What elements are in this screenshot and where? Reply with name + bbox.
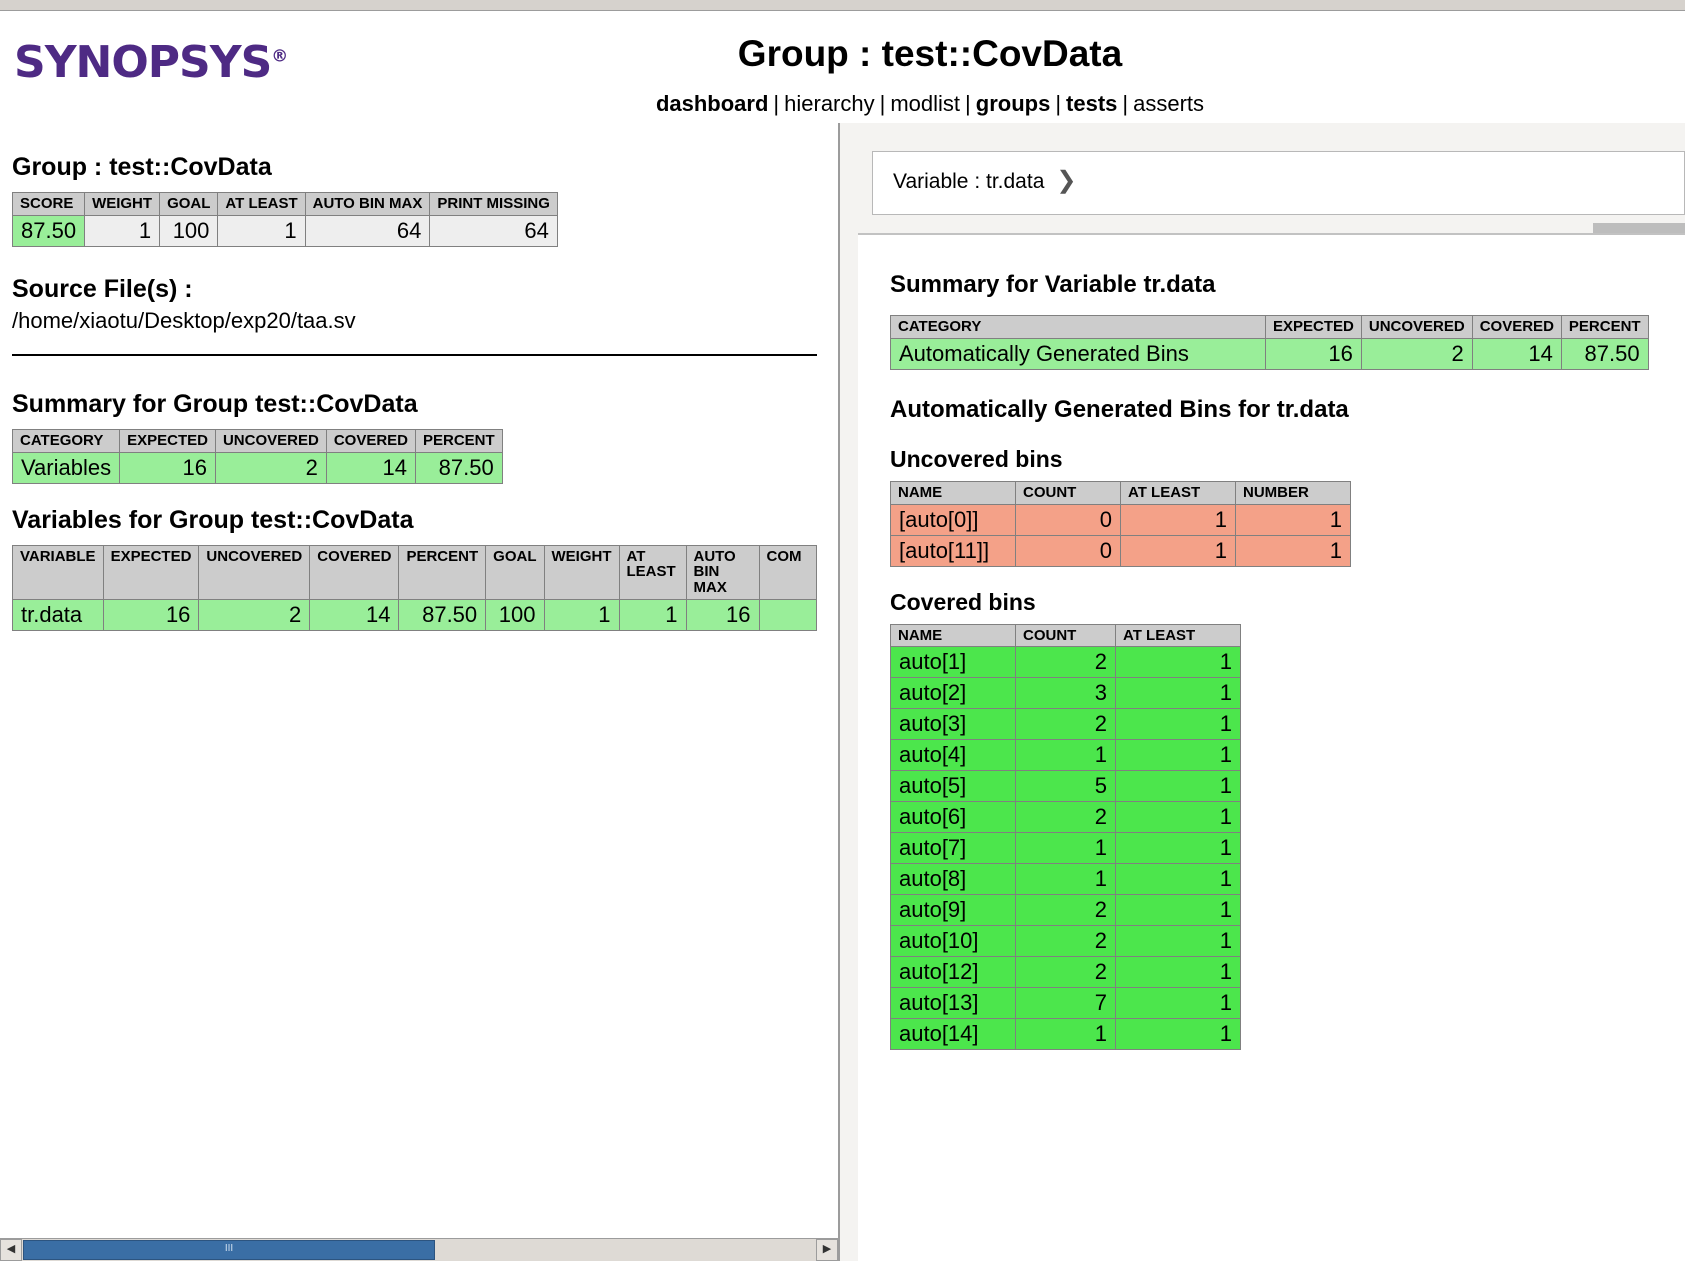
col-uncovered: UNCOVERED [1361, 316, 1472, 339]
table-row [891, 864, 1241, 895]
cell-print-missing: 64 [430, 215, 558, 246]
content-panes [0, 123, 1685, 1261]
cell-at-least: 1 [1116, 833, 1241, 864]
cell-count: 2 [1016, 802, 1116, 833]
uncovered-bins-heading: Uncovered bins [890, 445, 1063, 472]
cell-count: 7 [1016, 988, 1116, 1019]
section-divider [12, 354, 817, 356]
nav-item-asserts[interactable]: asserts [1133, 91, 1205, 116]
cell-at-least: 1 [1116, 957, 1241, 988]
cell-at-least: 1 [1116, 647, 1241, 678]
variable-detail-content [858, 233, 1685, 1261]
cell-name: [auto[0]] [891, 504, 1016, 535]
group-summary-table [12, 429, 503, 484]
cell-name: auto[10] [891, 926, 1016, 957]
nav-separator-1: | [773, 91, 780, 116]
group-variables-heading: Variables for Group test::CovData [12, 505, 414, 534]
cell-uncovered: 2 [199, 599, 310, 630]
cell-at-least: 1 [1116, 895, 1241, 926]
cell-count: 5 [1016, 771, 1116, 802]
auto-bins-heading: Automatically Generated Bins for tr.data [890, 395, 1349, 423]
source-files-label: Source File(s) : [12, 274, 193, 303]
cell-at-least: 1 [619, 599, 686, 630]
nav-item-groups[interactable]: groups [975, 91, 1051, 116]
col-print-missing: PRINT MISSING [430, 193, 558, 216]
variable-summary-table [890, 315, 1649, 370]
cell-name: auto[12] [891, 957, 1016, 988]
cell-comment [759, 599, 816, 630]
cell-covered: 14 [1472, 338, 1561, 369]
cell-covered: 14 [310, 599, 399, 630]
cell-count: 2 [1016, 709, 1116, 740]
cell-auto-bin-max: 64 [305, 215, 430, 246]
table-header-row [891, 316, 1649, 339]
table-header-row [891, 624, 1241, 647]
table-row [891, 678, 1241, 709]
col-percent: PERCENT [416, 429, 503, 452]
col-number: NUMBER [1236, 481, 1351, 504]
table-row [891, 535, 1351, 566]
logo-text: SYNOPSYS [14, 37, 272, 88]
cell-name: auto[5] [891, 771, 1016, 802]
col-comment: COM [759, 545, 816, 599]
cell-name: auto[4] [891, 740, 1016, 771]
cell-goal: 100 [486, 599, 544, 630]
cell-name: auto[9] [891, 895, 1016, 926]
table-header-row [13, 545, 817, 599]
table-row [891, 833, 1241, 864]
cell-at-least: 1 [1121, 504, 1236, 535]
cell-percent: 87.50 [1561, 338, 1648, 369]
col-covered: COVERED [310, 545, 399, 599]
col-expected: EXPECTED [120, 429, 216, 452]
cell-percent: 87.50 [399, 599, 486, 630]
covered-bins-heading: Covered bins [890, 588, 1036, 615]
cell-count: 1 [1016, 1019, 1116, 1050]
cell-weight: 1 [85, 215, 160, 246]
table-row [891, 957, 1241, 988]
col-at-least: AT LEAST [1116, 624, 1241, 647]
nav-separator-3: | [965, 91, 971, 116]
col-percent: PERCENT [1561, 316, 1648, 339]
group-summary-heading: Summary for Group test::CovData [12, 389, 418, 418]
cell-uncovered: 2 [1361, 338, 1472, 369]
page-header [0, 11, 1685, 125]
cell-count: 1 [1016, 833, 1116, 864]
nav-separator-2: | [879, 91, 886, 116]
col-expected: EXPECTED [103, 545, 199, 599]
right-pane-tab-stub [1593, 223, 1685, 233]
table-row [891, 802, 1241, 833]
cell-count: 3 [1016, 678, 1116, 709]
variable-summary-heading: Summary for Variable tr.data [890, 271, 1216, 298]
table-row [891, 926, 1241, 957]
group-score-table [12, 192, 558, 247]
cell-count: 1 [1016, 740, 1116, 771]
window-top-chrome [0, 0, 1685, 11]
left-pane-horizontal-scrollbar[interactable] [0, 1238, 838, 1261]
cell-count: 0 [1016, 535, 1121, 566]
group-heading: Group : test::CovData [12, 153, 272, 181]
uncovered-bins-table [890, 481, 1351, 567]
col-auto-bin-max: AUTO BIN MAX [686, 545, 759, 599]
col-category: CATEGORY [13, 429, 120, 452]
main-nav[interactable] [0, 91, 1685, 117]
cell-category: Variables [13, 452, 120, 483]
cell-at-least: 1 [1116, 678, 1241, 709]
cell-number: 1 [1236, 535, 1351, 566]
cell-count: 2 [1016, 895, 1116, 926]
cell-at-least: 1 [1121, 535, 1236, 566]
cell-name: auto[14] [891, 1019, 1016, 1050]
cell-at-least: 1 [1116, 864, 1241, 895]
cell-percent: 87.50 [416, 452, 503, 483]
cell-variable[interactable]: tr.data [13, 599, 104, 630]
cell-name: [auto[11]] [891, 535, 1016, 566]
cell-count: 1 [1016, 864, 1116, 895]
cell-name: auto[1] [891, 647, 1016, 678]
logo-registered-mark: ® [271, 46, 288, 67]
cell-name: auto[6] [891, 802, 1016, 833]
table-row [13, 215, 558, 246]
col-weight: WEIGHT [85, 193, 160, 216]
table-header-row [13, 193, 558, 216]
table-row [891, 740, 1241, 771]
cell-uncovered: 2 [215, 452, 326, 483]
cell-name: auto[7] [891, 833, 1016, 864]
col-at-least: AT LEAST [619, 545, 686, 599]
col-at-least: AT LEAST [1121, 481, 1236, 504]
table-row [891, 1019, 1241, 1050]
cell-at-least: 1 [1116, 802, 1241, 833]
scroll-right-arrow-icon[interactable]: ▶ [816, 1239, 838, 1261]
col-uncovered: UNCOVERED [215, 429, 326, 452]
table-row[interactable] [13, 599, 817, 630]
col-count: COUNT [1016, 624, 1116, 647]
table-row [891, 504, 1351, 535]
breadcrumb-variable[interactable]: Variable : tr.data [893, 170, 1045, 193]
cell-name: auto[2] [891, 678, 1016, 709]
left-pane [0, 123, 840, 1261]
cell-number: 1 [1236, 504, 1351, 535]
col-covered: COVERED [326, 429, 415, 452]
table-row [891, 338, 1649, 369]
group-variables-table [12, 545, 817, 631]
page-title: Group : test::CovData [737, 33, 1123, 74]
cell-name: auto[13] [891, 988, 1016, 1019]
cell-covered: 14 [326, 452, 415, 483]
table-row [891, 647, 1241, 678]
col-variable: VARIABLE [13, 545, 104, 599]
col-name: NAME [891, 481, 1016, 504]
cell-name: auto[8] [891, 864, 1016, 895]
scrollbar-thumb[interactable]: III [23, 1240, 435, 1260]
col-goal: GOAL [486, 545, 544, 599]
cell-expected: 16 [120, 452, 216, 483]
col-weight: WEIGHT [544, 545, 619, 599]
cell-at-least: 1 [218, 215, 305, 246]
cell-expected: 16 [1266, 338, 1362, 369]
nav-separator-4: | [1055, 91, 1062, 116]
table-row [891, 709, 1241, 740]
col-category: CATEGORY [891, 316, 1266, 339]
cell-category: Automatically Generated Bins [891, 338, 1266, 369]
col-covered: COVERED [1472, 316, 1561, 339]
cell-at-least: 1 [1116, 1019, 1241, 1050]
table-row [891, 771, 1241, 802]
col-uncovered: UNCOVERED [199, 545, 310, 599]
nav-item-dashboard[interactable]: dashboard [655, 91, 769, 116]
cell-score: 87.50 [13, 215, 85, 246]
nav-item-tests[interactable]: tests [1066, 91, 1118, 116]
cell-at-least: 1 [1116, 926, 1241, 957]
table-row [891, 988, 1241, 1019]
table-header-row [13, 429, 503, 452]
col-percent: PERCENT [399, 545, 486, 599]
cell-count: 2 [1016, 647, 1116, 678]
breadcrumb-bar [872, 151, 1685, 215]
cell-count: 2 [1016, 957, 1116, 988]
cell-count: 2 [1016, 926, 1116, 957]
cell-weight: 1 [544, 599, 619, 630]
cell-at-least: 1 [1116, 740, 1241, 771]
col-goal: GOAL [160, 193, 218, 216]
cell-at-least: 1 [1116, 709, 1241, 740]
covered-bins-body [891, 647, 1241, 1050]
cell-name: auto[3] [891, 709, 1016, 740]
table-row [891, 895, 1241, 926]
nav-item-hierarchy[interactable]: hierarchy [784, 91, 875, 116]
nav-separator-5: | [1122, 91, 1129, 116]
col-score: SCORE [13, 193, 85, 216]
cell-goal: 100 [160, 215, 218, 246]
col-name: NAME [891, 624, 1016, 647]
cell-at-least: 1 [1116, 771, 1241, 802]
col-count: COUNT [1016, 481, 1121, 504]
scrollbar-track[interactable] [436, 1240, 816, 1260]
cell-at-least: 1 [1116, 988, 1241, 1019]
col-auto-bin-max: AUTO BIN MAX [305, 193, 430, 216]
col-expected: EXPECTED [1266, 316, 1362, 339]
cell-expected: 16 [103, 599, 199, 630]
table-header-row [891, 481, 1351, 504]
covered-bins-table [890, 624, 1241, 1051]
nav-item-modlist[interactable]: modlist [890, 91, 961, 116]
cell-count: 0 [1016, 504, 1121, 535]
right-pane [840, 123, 1685, 1261]
source-file-path: /home/xiaotu/Desktop/exp20/taa.sv [12, 307, 356, 333]
table-row [13, 452, 503, 483]
cell-auto-bin-max: 16 [686, 599, 759, 630]
scroll-left-arrow-icon[interactable]: ◀ [0, 1239, 22, 1261]
col-at-least: AT LEAST [218, 193, 305, 216]
chevron-right-icon: ❯ [1056, 167, 1077, 194]
